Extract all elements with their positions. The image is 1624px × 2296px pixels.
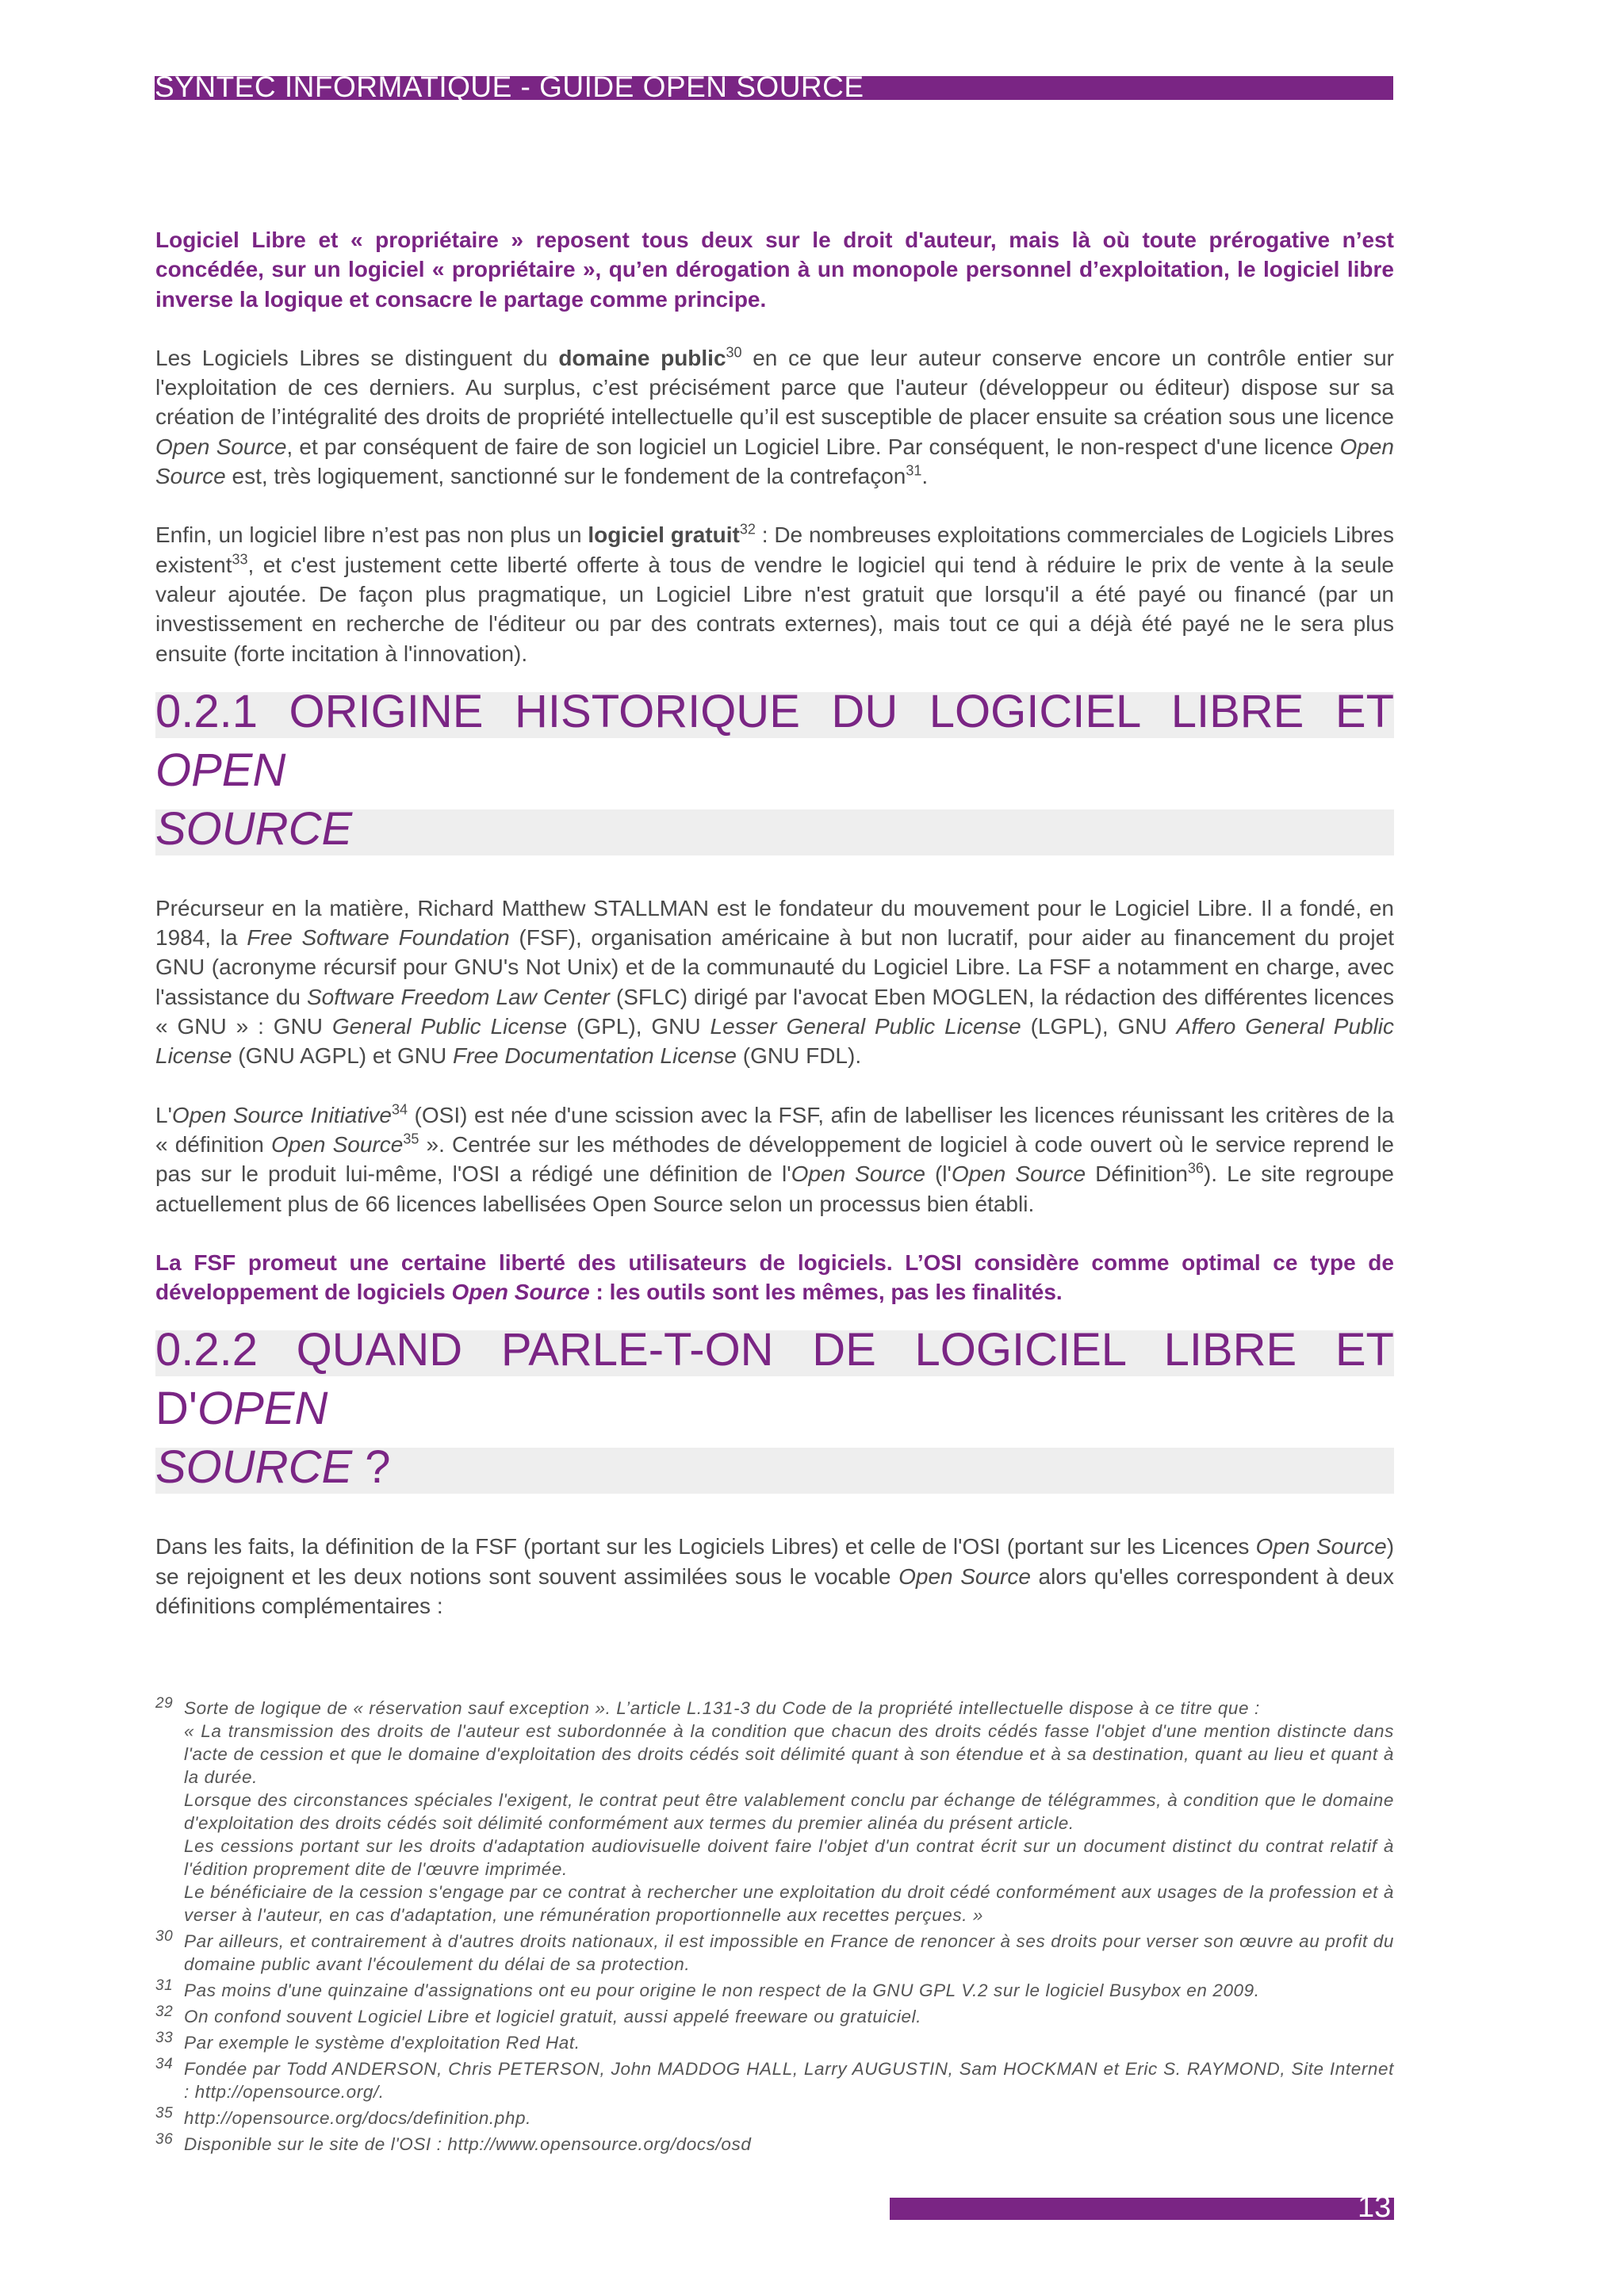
footnote: 33 Par exemple le système d'exploitation Red Hat. xyxy=(155,2031,1394,2054)
footnote: 30 Par ailleurs, et contrairement à d'autres droits nationaux, il est impossible en France de renoncer à ses droits pour verser son œuvre au profit du domaine public avant l'écoulement du délai de sa protection. xyxy=(155,1930,1394,1976)
footnote-number: 36 xyxy=(155,2131,174,2148)
page-number: 13 xyxy=(1358,2191,1392,2224)
paragraph-osi: L'Open Source Initiative$^{34}$ (OSI) est née d'une scission avec la FSF, afin de labelliser les licences réunissant les critères de la « définition Open Source$^{35}$ ». Centrée sur les méthodes de développement de logiciel à code ouvert où le service reprend le pas sur le produit lui-même, l'OSI a rédigé une définition de l'Open Source (l'Open Source Définition$^{36}$). Le site regroupe actuellement plus de 66 licences labellisées Open Source selon un processus bien établi. xyxy=(155,1101,1394,1216)
footnotes xyxy=(155,1697,1394,2159)
paragraph-definitions: Dans les faits, la définition de la FSF (portant sur les Logiciels Libres) et celle de l'OSI (portant sur les Licences Open Source) se rejoignent et les deux notions sont souvent assimilées sous le vocable Open Source alors qu'elles correspondent à deux définitions complémentaires : xyxy=(155,1534,1395,1619)
main-content xyxy=(155,225,1394,1621)
footnote-number: 32 xyxy=(155,2003,174,2020)
paragraph-domaine-public: Les Logiciels Libres se distinguent du domaine public$^{30}$ en ce que leur auteur conserve encore un contrôle entier sur l'exploitation de ces derniers. Au surplus, c’est précisément parce que l'auteur (développeur ou éditeur) dispose sur sa création de l’intégralité des droits de propriété intellectuelle qu’il est susceptible de placer ensuite sa création sous une licence Open Source, et par conséquent de faire de son logiciel un Logiciel Libre. Par conséquent, le non-respect d'une licence Open Source est, très logiquement, sanctionné sur le fondement de la contrefaçon$^{31}$. xyxy=(155,344,1395,489)
footnote-number: 33 xyxy=(155,2030,174,2046)
footnote-number: 30 xyxy=(155,1928,174,1945)
footnote-number: 29 xyxy=(155,1695,174,1712)
footnote: 34 Fondée par Todd ANDERSON, Chris PETERSON, John MADDOG HALL, Larry AUGUSTIN, Sam HOCKMAN et Eric S. RAYMOND, Site Internet : http://opensource.org/. xyxy=(155,2057,1394,2103)
paragraph-logiciel-gratuit: Enfin, un logiciel libre n’est pas non plus un logiciel gratuit$^{32}$ : De nombreuses exploitations commerciales de Logiciels Libres existent$^{33}$, et c'est justement cette liberté offerte à tous de vendre le logiciel qui tend à réduire le prix de vente à la seule valeur ajoutée. De façon plus pragmatique, un Logiciel Libre n'est gratuit que lorsqu'il a été payé ou financé (par un investissement en recherche de l'éditeur ou par des contrats externes), mais tout ce qui a déjà été payé ne le sera plus ensuite (forte incitation à l'innovation). xyxy=(155,522,1394,666)
footnote-number: 31 xyxy=(155,1977,174,1994)
lead-paragraph-fsf-osi: La FSF promeut une certaine liberté des utilisateurs de logiciels. L’OSI considère comme optimal ce type de développement de logiciels Open Source : les outils sont les mêmes, pas les finalités. xyxy=(155,1249,1394,1305)
footer-bar xyxy=(890,2198,1394,2220)
paragraph-stallman: Précurseur en la matière, Richard Matthew STALLMAN est le fondateur du mouvement pour le Logiciel Libre. Il a fondé, en 1984, la Free Software Foundation (FSF), organisation américaine à but non lucratif, pour aider au financement du projet GNU (acronyme récursif pour GNU's Not Unix) et de la communauté du Logiciel Libre. La FSF a notamment en charge, avec l'assistance du Software Freedom Law Center (SFLC) dirigé par l'avocat Eben MOGLEN, la rédaction des différentes licences « GNU » : GNU General Public License (GPL), GNU Lesser General Public License (LGPL), GNU Affero General Public License (GNU AGPL) et GNU Free Documentation License (GNU FDL). xyxy=(155,895,1395,1069)
lead-paragraph: Logiciel Libre et « propriétaire » reposent tous deux sur le droit d'auteur, mais là où toute prérogative n’est concédée, sur un logiciel « propriétaire », qu’en dérogation à un monopole personnel d’exploitation, le logiciel libre inverse la logique et consacre le partage comme principe. xyxy=(155,228,1394,312)
section-heading-0-2-1: 0.2.1 ORIGINE HISTORIQUE DU LOGICIEL LIBRE ET OPEN SOURCE xyxy=(155,683,1394,859)
footnote-number: 34 xyxy=(155,2056,174,2072)
footnote-number: 35 xyxy=(155,2105,174,2122)
section-heading-0-2-2: 0.2.2 QUAND PARLE-T-ON DE LOGICIEL LIBRE ET D'OPEN SOURCE ? xyxy=(155,1321,1394,1497)
footnote: 36 Disponible sur le site de l'OSI : http://www.opensource.org/docs/osd xyxy=(155,2133,1394,2156)
footnote: 29 Sorte de logique de « réservation sauf exception ». L’article L.131-3 du Code de la propriété intellectuelle dispose à ce titre que : « La transmission des droits de l'auteur est subordonnée à la condition que chacun des droits cédés fasse l'objet d'une mention distincte dans l'acte de cession et que le domaine d'exploitation des droits cédés soit délimité quant à son étendue et à sa destination, quant au lieu et quant à la durée. Lorsque des circonstances spéciales l'exigent, le contrat peut être valablement conclu par échange de télégrammes, à condition que le domaine d'exploitation des droits cédés soit délimité conformément aux termes du premier alinéa du présent article. Les cessions portant sur les droits d'adaptation audiovisuelle doivent faire l'objet d'un contrat écrit sur un document distinct du contrat relatif à l'édition proprement dite de l'œuvre imprimée. Le bénéficiaire de la cession s'engage par ce contrat à rechercher une exploitation du droit cédé conformément aux usages de la profession et à verser à l'auteur, en cas d'adaptation, une rémunération proportionnelle aux recettes perçues. » xyxy=(155,1697,1394,1927)
footnote: 32 On confond souvent Logiciel Libre et logiciel gratuit, aussi appelé freeware ou gratuiciel. xyxy=(155,2005,1394,2028)
footnote: 35 http://opensource.org/docs/definition.php. xyxy=(155,2107,1394,2130)
header-title: SYNTEC INFORMATIQUE - GUIDE OPEN SOURCE xyxy=(155,71,864,103)
footnote: 31 Pas moins d'une quinzaine d'assignations ont eu pour origine le non respect de la GNU GPL V.2 sur le logiciel Busybox en 2009. xyxy=(155,1979,1394,2002)
